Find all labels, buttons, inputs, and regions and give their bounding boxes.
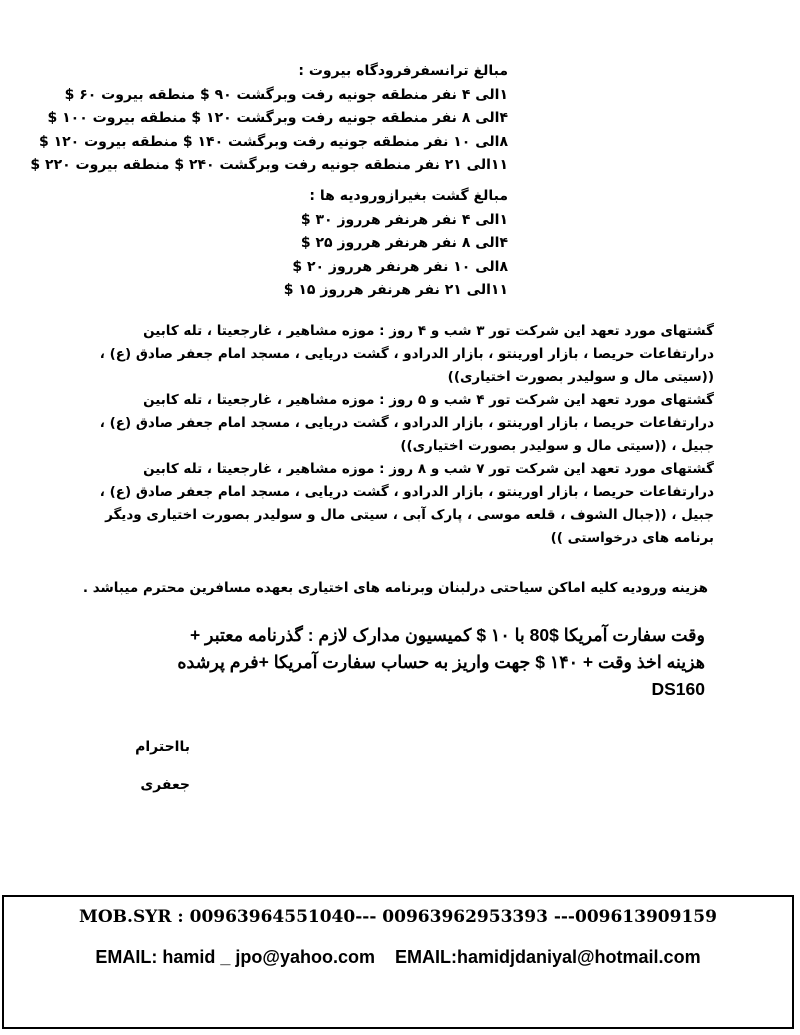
transfer-row: ۱الی ۴ نفر منطقه جونیه رفت وبرگشت ۹۰ $ منطقه بیروت ۶۰ $: [64, 86, 508, 103]
tour-price-row: ۱۱الی ۲۱ نفر هرنفر هرروز ۱۵ $: [283, 282, 508, 298]
transfer-row: ۴الی ۸ نفر منطقه جونیه رفت وبرگشت ۱۲۰ $ منطقه بیروت ۱۰۰ $: [47, 110, 508, 126]
tour-line: گشتهای مورد تعهد این شرکت تور ۳ شب و ۴ روز : موزه مشاهیر ، غارجعیتا ، تله کابین: [143, 323, 714, 339]
regards-text: بااحترام: [135, 739, 190, 755]
tour-price-row: ۴الی ۸ نفر هرنفر هرروز ۲۵ $: [300, 235, 508, 251]
signoff: [135, 728, 190, 804]
us-embassy-visa-info: [85, 622, 705, 703]
tour-line: گشتهای مورد تعهد این شرکت تور ۷ شب و ۸ روز : موزه مشاهیر ، غارجعیتا ، تله کابین: [143, 461, 714, 477]
contact-box: [2, 895, 794, 1029]
transfer-row: ۱۱الی ۲۱ نفر منطقه جونیه رفت وبرگشت ۲۴۰ $ منطقه بیروت ۲۲۰ $: [30, 157, 508, 173]
tour-line: درارتفاعات حریصا ، بازار اورینتو ، بازار الدرادو ، گشت دریایی ، مسجد امام جعفر صادق (ع) ،: [99, 415, 714, 431]
tour-line: درارتفاعات حریصا ، بازار اورینتو ، بازار الدرادو ، گشت دریایی ، مسجد امام جعفر صادق (ع) ،: [99, 346, 714, 362]
tour-prices: [8, 185, 508, 303]
tour-prices-heading: مبالغ گشت بغیرازورودیه ها :: [309, 188, 508, 204]
signer-name: جعفری: [140, 777, 190, 793]
transfer-heading: مبالغ ترانسفرفرودگاه بیروت :: [298, 63, 508, 79]
contact-emails: EMAIL: hamid _ jpo@yahoo.com EMAIL:hamidjdaniyal@hotmail.com: [95, 947, 701, 967]
airport-transfer-prices: [8, 60, 508, 178]
tour-line: جبیل ، ((جبال الشوف ، قلعه موسی ، پارک آبی ، سیتی مال و سولیدر بصورت اختیاری ودیگر: [105, 507, 714, 523]
tour-line: ((سیتی مال و سولیدر بصورت اختیاری)): [447, 369, 714, 385]
visa-line: هزینه اخذ وقت + ۱۴۰ $ جهت واریز به حساب سفارت آمریکا +فرم پرشده: [177, 652, 705, 672]
tour-line: درارتفاعات حریصا ، بازار اورینتو ، بازار الدرادو ، گشت دریایی ، مسجد امام جعفر صادق (ع) ،: [99, 484, 714, 500]
visa-line: وقت سفارت آمریکا $80 با ۱۰ $ کمیسیون مدارک لازم : گذرنامه معتبر +: [189, 625, 705, 645]
visa-form-code: DS160: [651, 679, 705, 699]
entry-fee-note: هزینه ورودیه کلیه اماکن سیاحتی درلبنان وبرنامه های اختیاری بعهده مسافرین محترم میباشد .: [82, 580, 708, 596]
tour-line: گشتهای مورد تعهد این شرکت تور ۴ شب و ۵ روز : موزه مشاهیر ، غارجعیتا ، تله کابین: [143, 392, 714, 408]
transfer-row: ۸الی ۱۰ نفر منطقه جونیه رفت وبرگشت ۱۴۰ $ منطقه بیروت ۱۲۰ $: [38, 133, 508, 150]
tour-line: برنامه های درخواستی )): [550, 530, 714, 546]
tour-line: جبیل ، ((سیتی مال و سولیدر بصورت اختیاری)): [400, 438, 714, 454]
tour-packages: [94, 320, 714, 550]
tour-price-row: ۸الی ۱۰ نفر هرنفر هرروز ۲۰ $: [292, 258, 508, 275]
contact-phone-numbers: MOB.SYR : 00963964551040--- 00963962953393 ---009613909159: [79, 907, 717, 927]
tour-price-row: ۱الی ۴ نفر هرنفر هرروز ۳۰ $: [300, 211, 508, 228]
